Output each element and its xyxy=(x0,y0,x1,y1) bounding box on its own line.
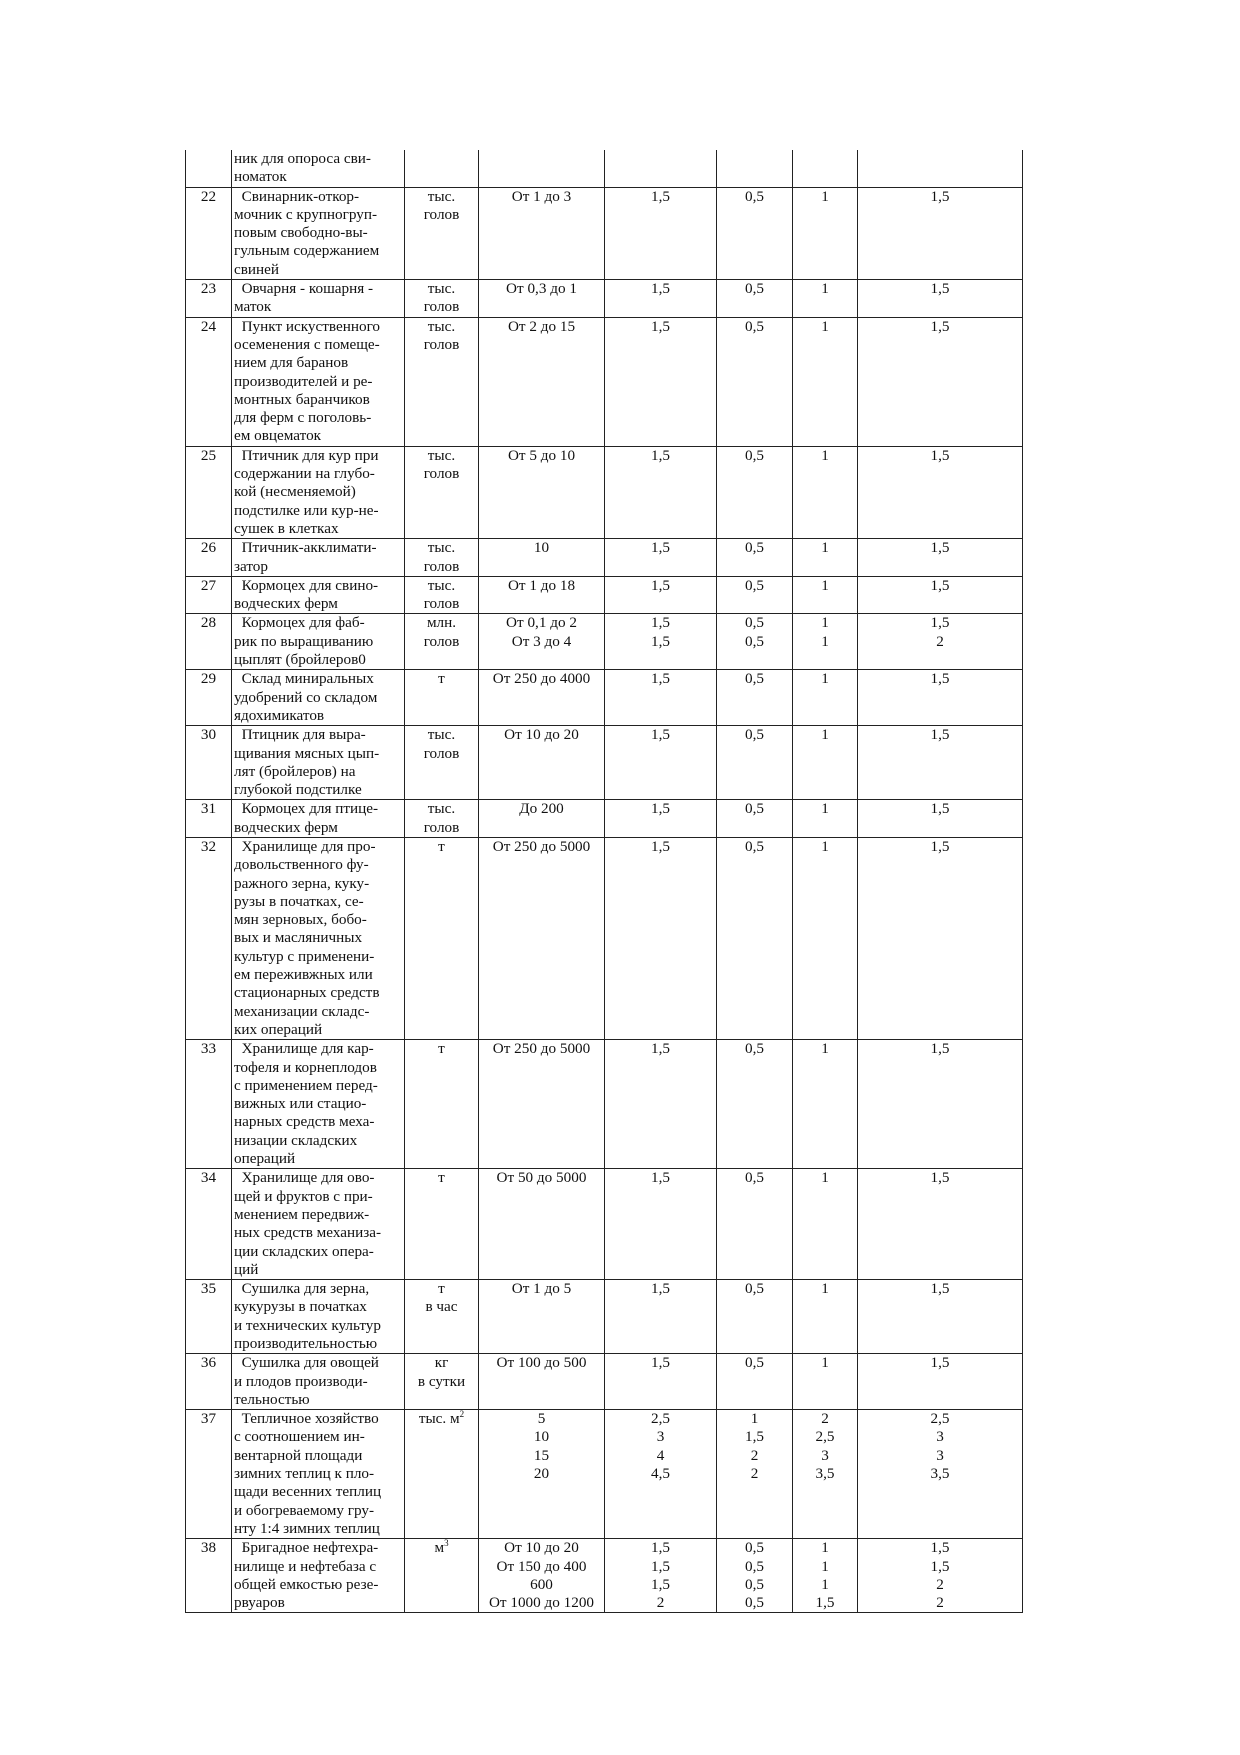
cell-num: 33 xyxy=(186,1040,232,1169)
norms-table xyxy=(185,150,1023,1613)
cell-v4: 1,5 xyxy=(858,317,1023,446)
cell-v1: 1,5 xyxy=(605,1354,717,1410)
cell-name: Овчарня - кошарня - маток xyxy=(232,280,405,318)
cell-v3: 1 xyxy=(793,446,858,538)
cell-v4: 1,5 2 xyxy=(858,614,1023,670)
cell-v1: 1,5 xyxy=(605,576,717,614)
cell-name: Хранилище для про- довольственного фу- ражного зерна, куку- рузы в початках, се- мян зерновых, бобо- вых и масляничных культур с применени- ем переживжных или стационарных средств механизации складс- ких операций xyxy=(232,837,405,1039)
cell-capacity: От 0,3 до 1 xyxy=(479,280,605,318)
table-row xyxy=(186,1410,1023,1539)
cell-num: 35 xyxy=(186,1280,232,1354)
cell-unit xyxy=(405,150,479,187)
cell-v3: 1 1 1 1,5 xyxy=(793,1539,858,1613)
cell-v4: 1,5 xyxy=(858,187,1023,279)
cell-v2: 0,5 xyxy=(717,726,793,800)
cell-v1 xyxy=(605,150,717,187)
table-row xyxy=(186,446,1023,538)
cell-unit: тыс. голов xyxy=(405,539,479,577)
cell-v1: 1,5 xyxy=(605,446,717,538)
cell-unit: т xyxy=(405,837,479,1039)
cell-capacity: От 100 до 500 xyxy=(479,1354,605,1410)
cell-v2: 0,5 xyxy=(717,539,793,577)
cell-v4: 1,5 xyxy=(858,726,1023,800)
cell-v2: 0,5 xyxy=(717,670,793,726)
cell-name: ник для опороса сви- номаток xyxy=(232,150,405,187)
cell-v1: 1,5 xyxy=(605,187,717,279)
cell-v1: 1,5 xyxy=(605,1280,717,1354)
cell-name: Птичник для кур при содержании на глубо- кой (несменяемой) подстилке или кур-не- сушек в клетках xyxy=(232,446,405,538)
cell-v2: 0,5 xyxy=(717,280,793,318)
cell-v3: 1 xyxy=(793,280,858,318)
cell-capacity: До 200 xyxy=(479,800,605,838)
cell-v3: 1 xyxy=(793,837,858,1039)
cell-v3 xyxy=(793,150,858,187)
cell-name: Кормоцех для птице- водческих ферм xyxy=(232,800,405,838)
cell-name: Кормоцех для фаб- рик по выращиванию цыплят (бройлеров0 xyxy=(232,614,405,670)
cell-capacity xyxy=(479,150,605,187)
cell-v2: 0,5 xyxy=(717,1354,793,1410)
cell-v1: 1,5 xyxy=(605,1169,717,1280)
cell-capacity: 5 10 15 20 xyxy=(479,1410,605,1539)
table-row xyxy=(186,187,1023,279)
cell-name: Тепличное хозяйство с соотношением ин- вентарной площади зимних теплиц к пло- щади весенних теплиц и обогреваемому гру- нту 1:4 зимних теплиц xyxy=(232,1410,405,1539)
cell-v1: 1,5 xyxy=(605,837,717,1039)
table-row xyxy=(186,726,1023,800)
cell-v4: 1,5 xyxy=(858,1040,1023,1169)
cell-v1: 1,5 xyxy=(605,317,717,446)
cell-unit: т xyxy=(405,670,479,726)
table-row xyxy=(186,280,1023,318)
cell-v2: 0,5 xyxy=(717,1169,793,1280)
cell-v2: 1 1,5 2 2 xyxy=(717,1410,793,1539)
cell-capacity: От 10 до 20 От 150 до 400 600 От 1000 до 1200 xyxy=(479,1539,605,1613)
cell-v1: 2,5 3 4 4,5 xyxy=(605,1410,717,1539)
cell-v2: 0,5 xyxy=(717,837,793,1039)
cell-v3: 1 xyxy=(793,726,858,800)
cell-unit: тыс. голов xyxy=(405,446,479,538)
cell-num: 27 xyxy=(186,576,232,614)
cell-unit: тыс. голов xyxy=(405,187,479,279)
cell-num: 31 xyxy=(186,800,232,838)
table-row xyxy=(186,1040,1023,1169)
table-row xyxy=(186,576,1023,614)
table-body xyxy=(186,150,1023,1613)
cell-unit: тыс. голов xyxy=(405,726,479,800)
cell-capacity: От 5 до 10 xyxy=(479,446,605,538)
cell-name: Хранилище для ово- щей и фруктов с при- менением передвиж- ных средств механиза- ции складских опера- ций xyxy=(232,1169,405,1280)
cell-unit: т xyxy=(405,1169,479,1280)
cell-v1: 1,5 xyxy=(605,539,717,577)
cell-name: Птицник для выра- щивания мясных цып- лят (бройлеров) на глубокой подстилке xyxy=(232,726,405,800)
cell-capacity: От 0,1 до 2 От 3 до 4 xyxy=(479,614,605,670)
cell-name: Сушилка для зерна, кукурузы в початках и технических культур производительностью xyxy=(232,1280,405,1354)
cell-num: 32 xyxy=(186,837,232,1039)
cell-name: Птичник-акклимати- затор xyxy=(232,539,405,577)
unit-text: м xyxy=(434,1539,445,1557)
cell-v2: 0,5 xyxy=(717,1040,793,1169)
cell-v4: 1,5 xyxy=(858,670,1023,726)
cell-name: Сушилка для овощей и плодов производи- тельностью xyxy=(232,1354,405,1410)
cell-v1: 1,5 1,5 1,5 2 xyxy=(605,1539,717,1613)
cell-v4: 1,5 1,5 2 2 xyxy=(858,1539,1023,1613)
cell-capacity: От 10 до 20 xyxy=(479,726,605,800)
cell-v2: 0,5 xyxy=(717,800,793,838)
cell-v3: 1 1 xyxy=(793,614,858,670)
cell-name: Хранилище для кар- тофеля и корнеплодов с применением перед- вижных или стацио- нарных средств меха- низации складских операций xyxy=(232,1040,405,1169)
cell-num: 22 xyxy=(186,187,232,279)
cell-num: 38 xyxy=(186,1539,232,1613)
table-row xyxy=(186,317,1023,446)
cell-v4: 1,5 xyxy=(858,539,1023,577)
unit-superscript: 3 xyxy=(444,1538,449,1549)
cell-num: 25 xyxy=(186,446,232,538)
cell-v1: 1,5 xyxy=(605,1040,717,1169)
cell-v2 xyxy=(717,150,793,187)
table-row xyxy=(186,1539,1023,1613)
cell-v4: 2,5 3 3 3,5 xyxy=(858,1410,1023,1539)
cell-capacity: От 250 до 5000 xyxy=(479,837,605,1039)
cell-v1: 1,5 xyxy=(605,726,717,800)
cell-v3: 1 xyxy=(793,1169,858,1280)
cell-name: Свинарник-откор- мочник с крупногруп- повым свободно-вы- гульным содержанием свиней xyxy=(232,187,405,279)
cell-unit: тыс. голов xyxy=(405,317,479,446)
cell-capacity: 10 xyxy=(479,539,605,577)
cell-unit: тыс. голов xyxy=(405,576,479,614)
cell-name: Кормоцех для свино- водческих ферм xyxy=(232,576,405,614)
cell-capacity: От 1 до 18 xyxy=(479,576,605,614)
cell-v3: 1 xyxy=(793,317,858,446)
cell-unit: млн. голов xyxy=(405,614,479,670)
cell-v4: 1,5 xyxy=(858,800,1023,838)
cell-num: 29 xyxy=(186,670,232,726)
cell-v3: 1 xyxy=(793,1354,858,1410)
cell-unit: т xyxy=(405,1040,479,1169)
cell-v3: 1 xyxy=(793,670,858,726)
unit-superscript: 2 xyxy=(459,1409,465,1420)
table-row xyxy=(186,800,1023,838)
table-row xyxy=(186,539,1023,577)
cell-num: 30 xyxy=(186,726,232,800)
cell-v1: 1,5 1,5 xyxy=(605,614,717,670)
cell-v4: 1,5 xyxy=(858,1169,1023,1280)
cell-unit xyxy=(405,1410,479,1539)
cell-v3: 1 xyxy=(793,576,858,614)
cell-v2: 0,5 0,5 xyxy=(717,614,793,670)
cell-unit: т в час xyxy=(405,1280,479,1354)
cell-v2: 0,5 xyxy=(717,446,793,538)
cell-v3: 2 2,5 3 3,5 xyxy=(793,1410,858,1539)
cell-v4 xyxy=(858,150,1023,187)
cell-v4: 1,5 xyxy=(858,837,1023,1039)
cell-v4: 1,5 xyxy=(858,280,1023,318)
cell-num: 26 xyxy=(186,539,232,577)
cell-v2: 0,5 xyxy=(717,576,793,614)
cell-unit: кг в сутки xyxy=(405,1354,479,1410)
cell-num: 34 xyxy=(186,1169,232,1280)
cell-v4: 1,5 xyxy=(858,1354,1023,1410)
cell-v3: 1 xyxy=(793,1280,858,1354)
cell-v2: 0,5 0,5 0,5 0,5 xyxy=(717,1539,793,1613)
cell-v4: 1,5 xyxy=(858,576,1023,614)
cell-v4: 1,5 xyxy=(858,446,1023,538)
cell-unit: тыс. голов xyxy=(405,280,479,318)
cell-v4: 1,5 xyxy=(858,1280,1023,1354)
cell-num: 24 xyxy=(186,317,232,446)
table-row xyxy=(186,1354,1023,1410)
table-row xyxy=(186,670,1023,726)
cell-v3: 1 xyxy=(793,1040,858,1169)
cell-capacity: От 250 до 4000 xyxy=(479,670,605,726)
table-row-continuation xyxy=(186,150,1023,187)
cell-capacity: От 250 до 5000 xyxy=(479,1040,605,1169)
cell-capacity: От 1 до 5 xyxy=(479,1280,605,1354)
cell-capacity: От 1 до 3 xyxy=(479,187,605,279)
cell-capacity: От 2 до 15 xyxy=(479,317,605,446)
cell-unit xyxy=(405,1539,479,1613)
cell-num: 36 xyxy=(186,1354,232,1410)
cell-v3: 1 xyxy=(793,539,858,577)
table-row xyxy=(186,614,1023,670)
cell-v1: 1,5 xyxy=(605,800,717,838)
table-row xyxy=(186,837,1023,1039)
cell-v2: 0,5 xyxy=(717,317,793,446)
cell-capacity: От 50 до 5000 xyxy=(479,1169,605,1280)
cell-v3: 1 xyxy=(793,800,858,838)
cell-v2: 0,5 xyxy=(717,1280,793,1354)
cell-v2: 0,5 xyxy=(717,187,793,279)
table-row xyxy=(186,1169,1023,1280)
cell-unit: тыс. голов xyxy=(405,800,479,838)
cell-num: 37 xyxy=(186,1410,232,1539)
cell-v1: 1,5 xyxy=(605,280,717,318)
cell-name: Склад миниральных удобрений со складом ядохимикатов xyxy=(232,670,405,726)
cell-name: Бригадное нефтехра- нилище и нефтебаза с общей емкостью резе- рвуаров xyxy=(232,1539,405,1613)
table-row xyxy=(186,1280,1023,1354)
cell-num: 23 xyxy=(186,280,232,318)
cell-num: 28 xyxy=(186,614,232,670)
cell-v3: 1 xyxy=(793,187,858,279)
cell-num xyxy=(186,150,232,187)
cell-name: Пункт искуственного осеменения с помеще- нием для баранов производителей и ре- монтных баранчиков для ферм с поголовь- ем овцематок xyxy=(232,317,405,446)
cell-v1: 1,5 xyxy=(605,670,717,726)
unit-text: тыс. м xyxy=(418,1410,460,1428)
